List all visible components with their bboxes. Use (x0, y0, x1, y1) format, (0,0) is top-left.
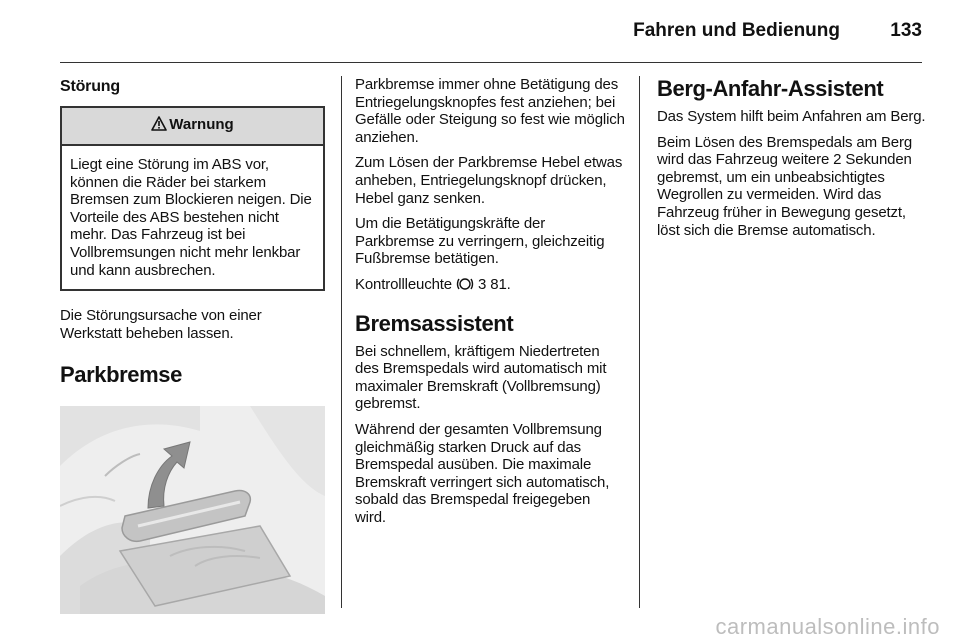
warning-triangle-icon (151, 116, 167, 135)
paragraph-hill-hold: Beim Lösen des Bremspedals am Berg wird das Fahrzeug weitere 2 Sekunden gebremst, um ein unbeabsichtigtes Wegrollen zu vermeiden. Wird das Fahrzeug früher in Bewegung gesetzt, löst sich die Bremse automatisch. (657, 133, 913, 239)
header-rule (60, 62, 922, 63)
brake-warning-light-icon (456, 276, 474, 297)
subheading-stoerung: Störung (60, 78, 120, 95)
parking-brake-illustration (60, 406, 325, 614)
paragraph-workshop: Die Störungsursache von einer Werkstatt beheben lassen. (60, 307, 262, 342)
watermark: carmanualsonline.info (715, 614, 940, 639)
page-number: 133 (890, 20, 922, 41)
warning-box (60, 106, 325, 291)
page-reference: 3 81. (478, 275, 511, 293)
section-title-parkbremse: Parkbremse (60, 362, 182, 388)
paragraph-release-brake: Zum Lösen der Parkbremse Hebel etwas anheben, Entriegelungsknopf drücken, Hebel ganz senken. (355, 154, 623, 207)
warning-header (62, 108, 323, 146)
paragraph-full-braking: Während der gesamten Vollbremsung gleichmäßig starken Druck auf das Bremspedal ausüben. Die maximale Bremskraft verringert sich automatisch, sobald das Bremspedal freigegeben wird. (355, 420, 610, 526)
indicator-label: Kontrollleuchte (355, 275, 452, 293)
chapter-title: Fahren und Bedienung (633, 20, 840, 41)
section-title-bremsassistent: Bremsassistent (355, 310, 514, 336)
paragraph-apply-brake: Parkbremse immer ohne Betätigung des Entriegelungsknopfes fest anziehen; bei Gefälle oder Steigung so fest wie möglich anziehen. (355, 76, 625, 146)
column-divider-1 (341, 76, 342, 608)
warning-title: Warnung (169, 116, 234, 133)
paragraph-reduce-force: Um die Betätigungskräfte der Parkbremse zu verringern, gleichzeitig Fußbremse betätigen. (355, 215, 605, 268)
column-left (60, 76, 325, 614)
paragraph-indicator (355, 276, 625, 297)
column-middle (355, 76, 625, 534)
section-title-berg-anfahr-assistent: Berg-Anfahr-Assistent (657, 76, 884, 101)
paragraph-hill-start: Das System hilft beim Anfahren am Berg. (657, 108, 926, 125)
column-divider-2 (639, 76, 640, 608)
paragraph-brake-assist: Bei schnellem, kräftigem Niedertreten des Bremspedals wird automatisch mit maximaler Bremskraft (Vollbremsung) gebremst. (355, 342, 607, 413)
column-right (657, 76, 927, 247)
warning-text: Liegt eine Störung im ABS vor, können die Räder bei starkem Bremsen zum Blockieren neigen. Die Vorteile des ABS bestehen nicht mehr. Das Fahrzeug ist bei Vollbremsungen nicht mehr lenkbar und kann ausbrechen. (70, 156, 312, 279)
warning-body (62, 146, 323, 289)
